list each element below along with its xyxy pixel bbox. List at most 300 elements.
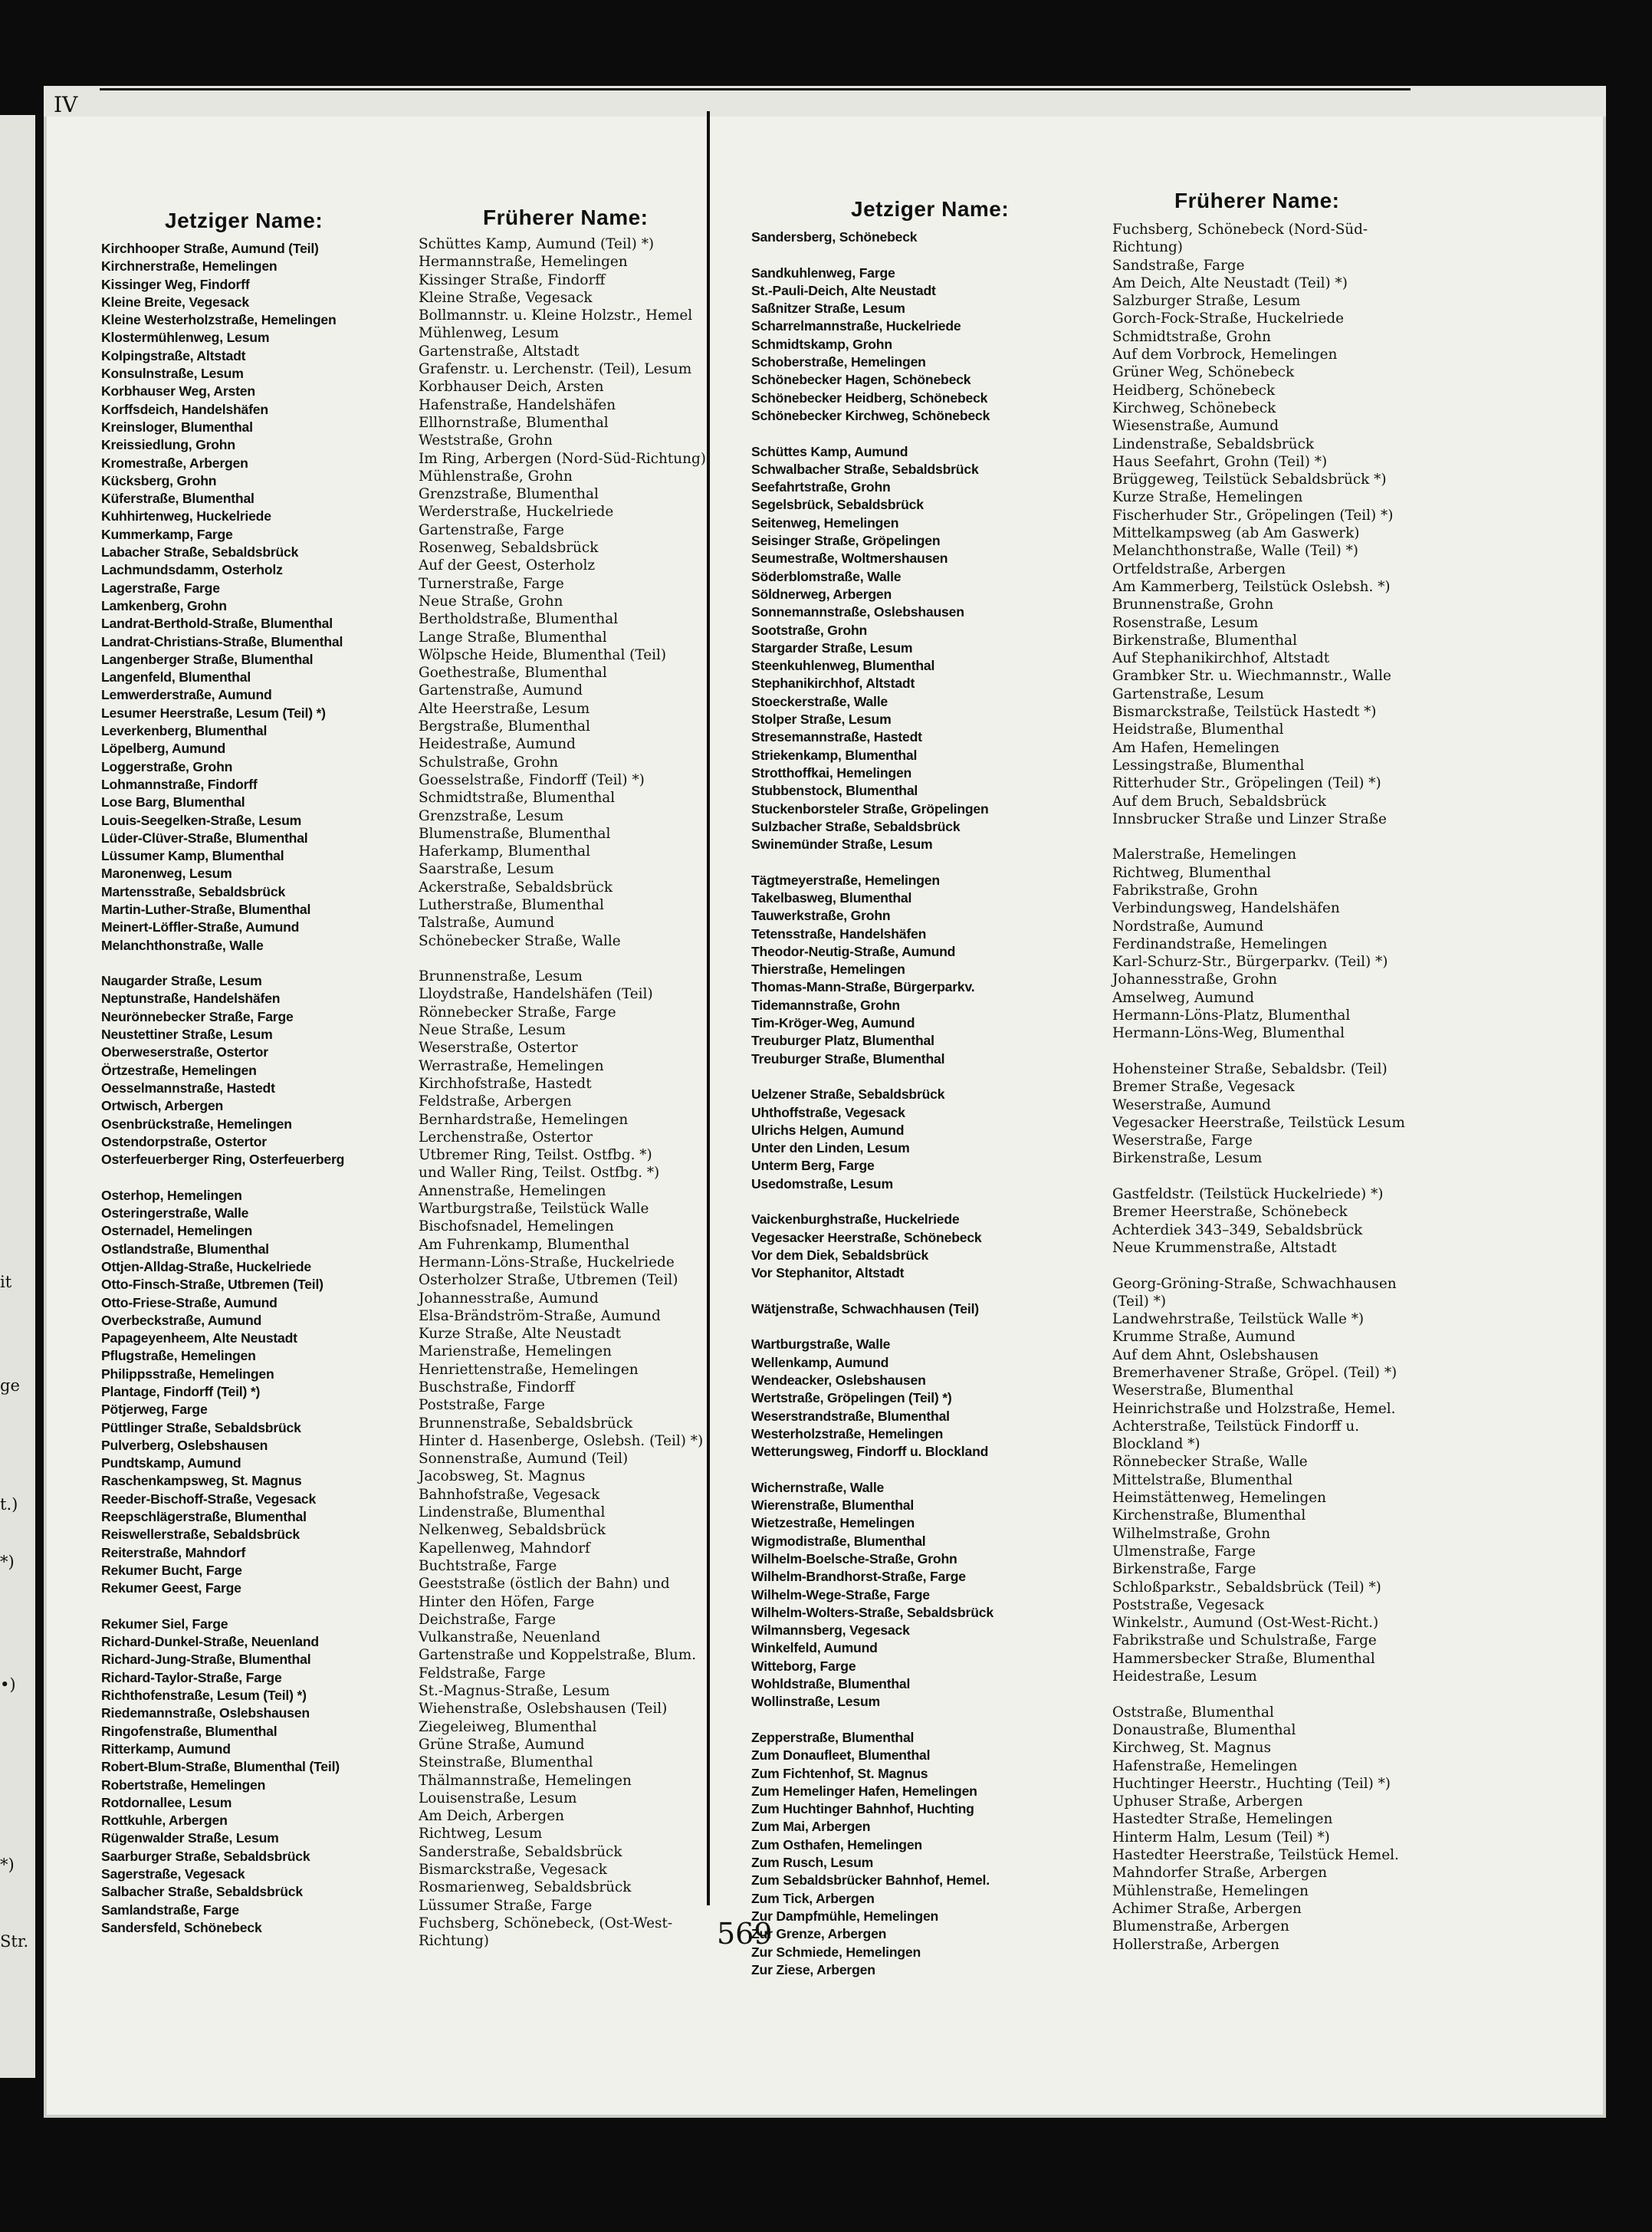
street-entry: Wilmannsberg, Vegesack — [751, 1622, 910, 1639]
street-entry: Auf dem Ahnt, Oslebshausen — [1112, 1346, 1319, 1363]
blank-line — [751, 1193, 993, 1211]
street-entry: Brunnenstraße, Grohn — [1112, 597, 1274, 613]
street-entry: Richard-Jung-Straße, Blumenthal — [101, 1652, 311, 1668]
street-entry: Utbremer Ring, Teilst. Ostfbg. *) — [419, 1147, 652, 1164]
street-entry: Lose Barg, Blumenthal — [101, 794, 245, 810]
blank-line — [101, 1169, 344, 1186]
street-entry: Heidestraße, Lesum — [1112, 1668, 1257, 1685]
street-entry: Auf der Geest, Osterholz — [419, 557, 596, 574]
street-entry: Ackerstraße, Sebaldsbrück — [419, 879, 613, 896]
street-entry: Ferdinandstraße, Hemelingen — [1112, 935, 1328, 952]
street-entry: Feldstraße, Arbergen — [419, 1093, 572, 1110]
street-entry: Blumenstraße, Blumenthal — [419, 825, 611, 842]
street-entry: Reiterstraße, Mahndorf — [101, 1544, 246, 1560]
street-entry: Nordstraße, Aumund — [1112, 918, 1264, 935]
street-entry: Amselweg, Aumund — [1112, 989, 1255, 1006]
street-entry: Martensstraße, Sebaldsbrück — [101, 883, 286, 899]
street-entry: Heidstraße, Blumenthal — [1112, 722, 1284, 738]
street-entry: Schwalbacher Straße, Sebaldsbrück — [751, 461, 979, 477]
street-entry: Zum Mai, Arbergen — [751, 1819, 871, 1835]
street-entry: Ziegeleiweg, Blumenthal — [419, 1718, 597, 1735]
blank-line — [751, 1283, 993, 1300]
street-entry: Achterdiek 343–349, Sebaldsbrück — [1112, 1221, 1363, 1238]
street-entry: Zum Tick, Arbergen — [751, 1890, 875, 1906]
street-entry: Richtweg, Blumenthal — [1112, 864, 1271, 881]
street-entry: Hermann-Löns-Straße, Huckelriede — [419, 1254, 675, 1270]
street-entry: Langenfeld, Blumenthal — [101, 669, 251, 685]
street-entry: Ringofenstraße, Blumenthal — [101, 1723, 278, 1739]
street-entry: Tidemannstraße, Grohn — [751, 997, 900, 1013]
street-entry: Heidestraße, Aumund — [419, 736, 576, 753]
street-entry: Hastedter Straße, Hemelingen — [1112, 1811, 1333, 1828]
street-entry: Lerchenstraße, Ostertor — [419, 1129, 593, 1146]
blank-line — [751, 425, 993, 442]
street-entry: Kirchhooper Straße, Aumund (Teil) — [101, 241, 319, 256]
street-entry: Mittelkampsweg (ab Am Gaswerk) — [1112, 525, 1360, 542]
street-entry: Am Deich, Alte Neustadt (Teil) *) — [1112, 274, 1348, 291]
street-entry: Meinert-Löffler-Straße, Aumund — [101, 919, 300, 935]
street-entry: Lange Straße, Blumenthal — [419, 629, 607, 646]
street-entry: Weserstraße, Blumenthal — [1112, 1382, 1294, 1399]
street-entry: Korffsdeich, Handelshäfen — [101, 401, 268, 417]
street-entry: Hermann-Löns-Platz, Blumenthal — [1112, 1008, 1351, 1024]
street-entry: Söldnerweg, Arbergen — [751, 586, 892, 602]
street-entry: Neue Krummenstraße, Altstadt — [1112, 1239, 1337, 1256]
street-entry: Fuchsberg, Schönebeck (Nord-Süd- — [1112, 222, 1368, 238]
street-entry: Sandersberg, Schönebeck — [751, 229, 918, 245]
street-entry: Wollinstraße, Lesum — [751, 1694, 880, 1710]
street-entry: Bismarckstraße, Teilstück Hastedt *) — [1112, 704, 1377, 721]
street-entry: Lüssumer Straße, Farge — [419, 1897, 593, 1914]
edge-fragment: Str. — [0, 1932, 29, 1951]
street-entry: Winkelstr., Aumund (Ost-West-Richt.) — [1112, 1615, 1379, 1632]
street-entry: Sonnenstraße, Aumund (Teil) — [419, 1451, 629, 1468]
street-entry: Brunnenstraße, Sebaldsbrück — [419, 1415, 633, 1432]
street-entry: Auf dem Bruch, Sebaldsbrück — [1112, 793, 1326, 810]
street-entry: Rotdornallee, Lesum — [101, 1794, 232, 1810]
street-entry: Bernhardstraße, Hemelingen — [419, 1111, 629, 1128]
street-entry: Schoberstraße, Hemelingen — [751, 354, 926, 370]
street-entry: Louis-Seegelken-Straße, Lesum — [101, 812, 302, 828]
street-entry: Oststraße, Blumenthal — [1112, 1704, 1274, 1721]
street-entry: Tauwerkstraße, Grohn — [751, 908, 891, 924]
street-entry: Treuburger Straße, Blumenthal — [751, 1050, 945, 1067]
street-entry: Louisenstraße, Lesum — [419, 1790, 577, 1806]
street-entry: Sandstraße, Farge — [1112, 257, 1245, 274]
street-entry: Achterstraße, Teilstück Findorff u. — [1112, 1418, 1360, 1435]
street-entry: Papageyenheem, Alte Neustadt — [101, 1330, 297, 1346]
street-entry: Richtung) — [1112, 239, 1183, 256]
street-entry: Rosenstraße, Lesum — [1112, 614, 1259, 631]
street-entry: Krumme Straße, Aumund — [1112, 1329, 1296, 1346]
street-entry: Pflugstraße, Hemelingen — [101, 1348, 256, 1364]
street-entry: Zum Hemelinger Hafen, Hemelingen — [751, 1783, 977, 1799]
street-entry: Kleine Breite, Vegesack — [101, 294, 249, 310]
street-entry: Wetterungsweg, Findorff u. Blockland — [751, 1444, 989, 1460]
street-entry: Zum Osthafen, Hemelingen — [751, 1836, 922, 1852]
street-entry: Osterholzer Straße, Utbremen (Teil) — [419, 1272, 678, 1289]
street-entry: Samlandstraße, Farge — [101, 1902, 239, 1918]
street-entry: Rönnebecker Straße, Farge — [419, 1004, 616, 1021]
street-entry: Seumestraße, Woltmershausen — [751, 551, 948, 567]
street-entry: Hermann-Löns-Weg, Blumenthal — [1112, 1025, 1345, 1042]
street-entry: Bremer Straße, Vegesack — [1112, 1079, 1295, 1096]
street-entry: Zum Fichtenhof, St. Magnus — [751, 1765, 928, 1781]
street-entry: Lutherstraße, Blumenthal — [419, 896, 604, 913]
street-entry: Kleine Westerholzstraße, Hemelingen — [101, 312, 337, 328]
blank-line — [751, 1318, 993, 1336]
blank-line — [419, 950, 706, 968]
street-entry: Grambker Str. u. Wiechmannstr., Walle — [1112, 668, 1391, 685]
page-top-strip — [44, 86, 1606, 117]
street-entry: Bertholdstraße, Blumenthal — [419, 611, 619, 628]
street-entry: Zur Schmiede, Hemelingen — [751, 1944, 921, 1960]
street-entry: Fabrikstraße, Grohn — [1112, 882, 1258, 899]
street-entry: Grüne Straße, Aumund — [419, 1736, 585, 1753]
street-entry: Bergstraße, Blumenthal — [419, 718, 590, 735]
street-entry: Brunnenstraße, Lesum — [419, 968, 583, 985]
street-entry: Kirchweg, St. Magnus — [1112, 1740, 1272, 1757]
street-entry: Richard-Taylor-Straße, Farge — [101, 1669, 282, 1685]
street-entry: Riedemannstraße, Oslebshausen — [101, 1705, 310, 1721]
blank-line — [751, 853, 993, 871]
street-entry: Ritterhuder Str., Gröpelingen (Teil) *) — [1112, 775, 1381, 792]
street-entry: (Teil) *) — [1112, 1293, 1167, 1310]
street-entry: Landwehrstraße, Teilstück Walle *) — [1112, 1311, 1365, 1328]
street-entry: Lindenstraße, Sebaldsbrück — [1112, 436, 1315, 452]
street-entry: Schmidtskamp, Grohn — [751, 336, 892, 352]
street-entry: Schüttes Kamp, Aumund (Teil) *) — [419, 236, 655, 252]
street-entry: Blumenstraße, Arbergen — [1112, 1918, 1289, 1935]
street-entry: St.-Magnus-Straße, Lesum — [419, 1683, 610, 1700]
street-entry: Rottkuhle, Arbergen — [101, 1813, 228, 1829]
street-entry: Sulzbacher Straße, Sebaldsbrück — [751, 818, 961, 834]
street-entry: Seisinger Straße, Gröpelingen — [751, 533, 941, 549]
street-entry: Uelzener Straße, Sebaldsbrück — [751, 1086, 945, 1103]
street-entry: Rosmarienweg, Sebaldsbrück — [419, 1879, 632, 1896]
street-entry: Weserstrandstraße, Blumenthal — [751, 1408, 950, 1424]
street-entry: Annenstraße, Hemelingen — [419, 1182, 606, 1199]
street-entry: Haus Seefahrt, Grohn (Teil) *) — [1112, 453, 1328, 470]
page-number: 569 — [717, 1917, 773, 1951]
street-entry: Wendeacker, Oslebshausen — [751, 1372, 926, 1388]
street-entry: Fuchsberg, Schönebeck, (Ost-West- — [419, 1915, 673, 1931]
street-entry: Kirchnerstraße, Hemelingen — [101, 258, 278, 274]
street-entry: Goesselstraße, Findorff (Teil) *) — [419, 771, 645, 788]
street-entry: Landrat-Christians-Straße, Blumenthal — [101, 633, 343, 649]
blank-line — [1112, 828, 1405, 846]
street-entry: Karl-Schurz-Str., Bürgerparkv. (Teil) *) — [1112, 954, 1388, 971]
street-entry: Seefahrtstraße, Grohn — [751, 479, 891, 495]
street-entry: Neue Straße, Grohn — [419, 593, 563, 610]
street-entry: Korbhauser Deich, Arsten — [419, 379, 604, 396]
street-entry: Kromestraße, Arbergen — [101, 455, 248, 471]
street-entry: Hinter d. Hasenberge, Oslebsh. (Teil) *) — [419, 1432, 704, 1449]
street-entry: Uhthoffstraße, Vegesack — [751, 1104, 905, 1120]
street-entry: Schulstraße, Grohn — [419, 754, 559, 771]
street-entry: Tägtmeyerstraße, Hemelingen — [751, 872, 940, 888]
edge-fragment: t.) — [0, 1495, 18, 1514]
street-entry: Labacher Straße, Sebaldsbrück — [101, 544, 299, 560]
street-entry: Bollmannstr. u. Kleine Holzstr., Hemel — [419, 307, 693, 324]
street-entry: Birkenstraße, Lesum — [1112, 1150, 1263, 1167]
street-entry: Schmidtstraße, Grohn — [1112, 328, 1271, 345]
street-entry: Ottjen-Alldag-Straße, Huckelriede — [101, 1258, 311, 1274]
street-entry: Kolpingstraße, Altstadt — [101, 347, 246, 363]
street-entry: Ortfeldstraße, Arbergen — [1112, 560, 1286, 577]
blank-line — [1112, 1168, 1405, 1185]
street-entry: Am Kammerberg, Teilstück Oslebsh. *) — [1112, 578, 1391, 595]
street-entry: Schönebecker Hagen, Schönebeck — [751, 372, 971, 388]
street-entry: Geeststraße (östlich der Bahn) und — [419, 1576, 670, 1593]
street-entry: Johannesstraße, Aumund — [419, 1290, 599, 1307]
street-entry: Püttlinger Straße, Sebaldsbrück — [101, 1419, 301, 1435]
street-entry: Stephanikirchhof, Altstadt — [751, 676, 915, 692]
street-entry: Huchtinger Heerstr., Huchting (Teil) *) — [1112, 1775, 1391, 1792]
street-entry: Strotthoffkai, Hemelingen — [751, 764, 912, 781]
street-entry: Zum Donaufleet, Blumenthal — [751, 1747, 931, 1764]
street-entry: Gastfeldstr. (Teilstück Huckelriede) *) — [1112, 1186, 1384, 1203]
street-entry: Wilhelm-Boelsche-Straße, Grohn — [751, 1550, 957, 1566]
street-entry: Hammersbecker Straße, Blumenthal — [1112, 1650, 1375, 1667]
street-entry: Pundtskamp, Aumund — [101, 1455, 241, 1471]
blank-line — [101, 1598, 344, 1616]
street-entry: Lohmannstraße, Findorff — [101, 776, 258, 792]
blank-line — [101, 955, 344, 972]
street-entry: Naugarder Straße, Lesum — [101, 973, 262, 989]
street-entry: Kirchweg, Schönebeck — [1112, 399, 1276, 416]
street-entry: Stoeckerstraße, Walle — [751, 693, 888, 709]
street-entry: Grenzstraße, Blumenthal — [419, 486, 599, 503]
street-entry: Hinterm Halm, Lesum (Teil) *) — [1112, 1829, 1330, 1846]
street-entry: Thomas-Mann-Straße, Bürgerparkv. — [751, 979, 975, 995]
street-entry: Wellenkamp, Aumund — [751, 1354, 889, 1370]
street-entry: Zum Huchtinger Bahnhof, Huchting — [751, 1801, 974, 1817]
street-entry: Ulmenstraße, Farge — [1112, 1543, 1256, 1560]
street-entry: Korbhauser Weg, Arsten — [101, 383, 255, 399]
street-entry: Schloßparkstr., Sebaldsbrück (Teil) *) — [1112, 1579, 1381, 1596]
street-entry: Deichstraße, Farge — [419, 1611, 557, 1628]
street-entry: Vor Stephanitor, Altstadt — [751, 1265, 905, 1281]
street-entry: Neurönnebecker Straße, Farge — [101, 1008, 294, 1024]
street-entry: Wilhelmstraße, Grohn — [1112, 1525, 1271, 1542]
street-entry: Melanchthonstraße, Walle — [101, 937, 264, 953]
street-entry: Sanderstraße, Sebaldsbrück — [419, 1843, 622, 1860]
street-entry: Rekumer Geest, Farge — [101, 1580, 241, 1596]
street-entry: Leverkenberg, Blumenthal — [101, 723, 268, 739]
street-entry: St.-Pauli-Deich, Alte Neustadt — [751, 282, 936, 298]
street-entry: Schönebecker Straße, Walle — [419, 932, 621, 949]
street-entry: Johannesstraße, Grohn — [1112, 971, 1277, 988]
street-entry: Loggerstraße, Grohn — [101, 758, 233, 774]
street-entry: Grüner Weg, Schönebeck — [1112, 364, 1295, 381]
column-divider — [707, 111, 710, 1905]
street-entry: Kurze Straße, Hemelingen — [1112, 489, 1303, 506]
street-entry: Buschstraße, Findorff — [419, 1379, 575, 1395]
street-entry: Fabrikstraße und Schulstraße, Farge — [1112, 1632, 1377, 1649]
street-entry: Thälmannstraße, Hemelingen — [419, 1772, 632, 1789]
street-entry: Zur Grenze, Arbergen — [751, 1926, 887, 1942]
street-entry: Otto-Friese-Straße, Aumund — [101, 1294, 278, 1310]
street-entry: Gartenstraße, Altstadt — [419, 343, 580, 360]
former-names-left — [419, 235, 706, 1951]
street-entry: Vor dem Diek, Sebaldsbrück — [751, 1247, 929, 1263]
street-entry: Weserstraße, Farge — [1112, 1132, 1253, 1149]
street-entry: Witteborg, Farge — [751, 1658, 856, 1674]
street-entry: Thierstraße, Hemelingen — [751, 962, 905, 978]
street-entry: Georg-Gröning-Straße, Schwachhausen — [1112, 1275, 1397, 1292]
street-entry: Overbeckstraße, Aumund — [101, 1312, 262, 1328]
street-entry: Osterfeuerberger Ring, Osterfeuerberg — [101, 1152, 345, 1168]
street-entry: Scharrelmannstraße, Huckelriede — [751, 318, 961, 334]
street-entry: Kapellenweg, Mahndorf — [419, 1540, 590, 1556]
street-entry: Birkenstraße, Farge — [1112, 1561, 1256, 1578]
street-entry: Osterhop, Hemelingen — [101, 1187, 242, 1203]
street-entry: Marienstraße, Hemelingen — [419, 1343, 612, 1360]
street-entry: Wätjenstraße, Schwachhausen (Teil) — [751, 1300, 979, 1317]
street-entry: Ulrichs Helgen, Aumund — [751, 1122, 905, 1138]
street-entry: Stubbenstock, Blumenthal — [751, 783, 918, 799]
street-entry: Sandkuhlenweg, Farge — [751, 265, 895, 281]
street-entry: Kuhhirtenweg, Huckelriede — [101, 508, 271, 524]
street-entry: Malerstraße, Hemelingen — [1112, 846, 1297, 863]
street-entry: Wohldstraße, Blumenthal — [751, 1676, 911, 1692]
edge-fragment: *) — [0, 1553, 15, 1571]
street-entry: Schönebecker Heidberg, Schönebeck — [751, 390, 988, 406]
street-entry: Tim-Kröger-Weg, Aumund — [751, 1015, 915, 1031]
street-entry: Oesselmannstraße, Hastedt — [101, 1080, 275, 1096]
edge-fragment: *) — [0, 1856, 15, 1874]
street-entry: Hafenstraße, Handelshäfen — [419, 396, 616, 413]
street-entry: Treuburger Platz, Blumenthal — [751, 1033, 934, 1049]
street-entry: Reepschlägerstraße, Blumenthal — [101, 1509, 307, 1525]
heading-current-left: Jetziger Name: — [165, 209, 324, 232]
edge-fragment: it — [0, 1273, 12, 1291]
street-entry: Ostendorpstraße, Ostertor — [101, 1133, 267, 1149]
street-entry: Kücksberg, Grohn — [101, 472, 217, 488]
street-entry: Lesumer Heerstraße, Lesum (Teil) *) — [101, 705, 326, 721]
street-entry: Heimstättenweg, Hemelingen — [1112, 1490, 1326, 1507]
blank-line — [1112, 1043, 1405, 1060]
street-entry: Im Ring, Arbergen (Nord-Süd-Richtung) — [419, 450, 706, 467]
street-entry: Pulverberg, Oslebshausen — [101, 1437, 268, 1453]
street-entry: Alte Heerstraße, Lesum — [419, 700, 590, 717]
street-entry: Wigmodistraße, Blumenthal — [751, 1533, 926, 1549]
street-entry: Elsa-Brändström-Straße, Aumund — [419, 1307, 661, 1324]
street-entry: Werrastraße, Hemelingen — [419, 1057, 604, 1074]
street-entry: Tetensstraße, Handelshäfen — [751, 925, 927, 942]
street-entry: Richtweg, Lesum — [419, 1826, 543, 1842]
street-entry: Richtung) — [419, 1933, 489, 1950]
street-entry: Striekenkamp, Blumenthal — [751, 747, 918, 763]
street-entry: Sootstraße, Grohn — [751, 622, 868, 638]
street-entry: Pötjerweg, Farge — [101, 1402, 208, 1418]
street-entry: Verbindungsweg, Handelshäfen — [1112, 900, 1340, 917]
street-entry: Rönnebecker Straße, Walle — [1112, 1454, 1308, 1471]
street-entry: Saarstraße, Lesum — [419, 861, 554, 878]
street-entry: Kreissiedlung, Grohn — [101, 437, 235, 453]
street-entry: Stolper Straße, Lesum — [751, 712, 892, 728]
street-entry: Bremerhavener Straße, Gröpel. (Teil) *) — [1112, 1365, 1397, 1381]
heading-current-right: Jetziger Name: — [851, 197, 1010, 221]
street-entry: Wietzestraße, Hemelingen — [751, 1515, 915, 1531]
street-entry: Wierenstraße, Blumenthal — [751, 1497, 915, 1514]
street-entry: Wiesenstraße, Aumund — [1112, 418, 1279, 435]
street-entry: Ritterkamp, Aumund — [101, 1741, 231, 1757]
street-entry: Usedomstraße, Lesum — [751, 1175, 893, 1192]
street-entry: Zepperstraße, Blumenthal — [751, 1729, 915, 1745]
street-entry: Gorch-Fock-Straße, Huckelriede — [1112, 311, 1344, 327]
street-entry: Wölpsche Heide, Blumenthal (Teil) — [419, 646, 667, 663]
edge-fragment: ge — [0, 1376, 20, 1395]
blank-line — [1112, 1685, 1405, 1703]
street-entry: Ostlandstraße, Blumenthal — [101, 1241, 269, 1257]
street-entry: Swinemünder Straße, Lesum — [751, 837, 933, 853]
street-entry: Reiswellerstraße, Sebaldsbrück — [101, 1527, 301, 1543]
street-entry: Birkenstraße, Blumenthal — [1112, 632, 1297, 649]
blank-line — [751, 1711, 993, 1729]
street-entry: Lagerstraße, Farge — [101, 580, 220, 596]
street-entry: Kurze Straße, Alte Neustadt — [419, 1326, 622, 1343]
street-entry: Haferkamp, Blumenthal — [419, 843, 590, 860]
street-entry: Zur Ziese, Arbergen — [751, 1961, 875, 1977]
street-entry: Vegesacker Heerstraße, Teilstück Lesum — [1112, 1114, 1405, 1131]
street-entry: Kleine Straße, Vegesack — [419, 289, 593, 306]
edge-fragment: •) — [0, 1675, 16, 1694]
street-entry: Ellhornstraße, Blumenthal — [419, 414, 609, 431]
street-entry: Rekumer Siel, Farge — [101, 1616, 228, 1632]
street-entry: Buchtstraße, Farge — [419, 1557, 557, 1574]
street-entry: Söderblomstraße, Walle — [751, 568, 902, 584]
street-entry: Auf Stephanikirchhof, Altstadt — [1112, 650, 1330, 667]
street-entry: und Waller Ring, Teilst. Ostfbg. *) — [419, 1165, 660, 1182]
street-entry: Melanchthonstraße, Walle (Teil) *) — [1112, 543, 1358, 560]
street-entry: Rosenweg, Sebaldsbrück — [419, 540, 599, 557]
street-entry: Lamkenberg, Grohn — [101, 597, 227, 613]
street-entry: Klostermühlenweg, Lesum — [101, 330, 270, 346]
street-entry: Kirchenstraße, Blumenthal — [1112, 1507, 1306, 1524]
street-entry: Mühlenstraße, Grohn — [419, 468, 573, 485]
street-entry: Richthofenstraße, Lesum (Teil) *) — [101, 1688, 307, 1704]
street-entry: Henriettenstraße, Hemelingen — [419, 1361, 639, 1378]
street-entry: Kirchhofstraße, Hastedt — [419, 1075, 592, 1092]
street-entry: Westerholzstraße, Hemelingen — [751, 1425, 944, 1441]
current-names-right — [751, 228, 993, 1979]
street-entry: Oberweserstraße, Ostertor — [101, 1044, 268, 1060]
street-entry: Lüder-Clüver-Straße, Blumenthal — [101, 830, 308, 846]
street-entry: Vegesacker Heerstraße, Schönebeck — [751, 1229, 982, 1245]
street-entry: Richard-Dunkel-Straße, Neuenland — [101, 1634, 319, 1650]
street-entry: Wartburgstraße, Walle — [751, 1336, 891, 1353]
street-entry: Hastedter Heerstraße, Teilstück Hemel. — [1112, 1847, 1399, 1864]
street-entry: Kissinger Weg, Findorff — [101, 276, 250, 292]
street-entry: Robertstraße, Hemelingen — [101, 1777, 266, 1793]
street-entry: Schüttes Kamp, Aumund — [751, 443, 908, 459]
street-entry: Hohensteiner Straße, Sebaldsbr. (Teil) — [1112, 1060, 1388, 1077]
street-entry: Stuckenborsteler Straße, Gröpelingen — [751, 800, 989, 817]
street-entry: Stargarder Straße, Lesum — [751, 639, 913, 656]
street-entry: Robert-Blum-Straße, Blumenthal (Teil) — [101, 1759, 340, 1775]
street-entry: Steinstraße, Blumenthal — [419, 1754, 593, 1771]
street-entry: Philippsstraße, Hemelingen — [101, 1366, 274, 1382]
street-entry: Lloydstraße, Handelshäfen (Teil) — [419, 986, 653, 1003]
blank-line — [751, 1461, 993, 1478]
street-entry: Schönebecker Kirchweg, Schönebeck — [751, 407, 990, 423]
street-entry: Salzburger Straße, Lesum — [1112, 293, 1301, 310]
street-entry: Hermannstraße, Hemelingen — [419, 254, 628, 271]
street-entry: Sonnemannstraße, Oslebshausen — [751, 604, 964, 620]
street-entry: Osenbrückstraße, Hemelingen — [101, 1116, 292, 1132]
